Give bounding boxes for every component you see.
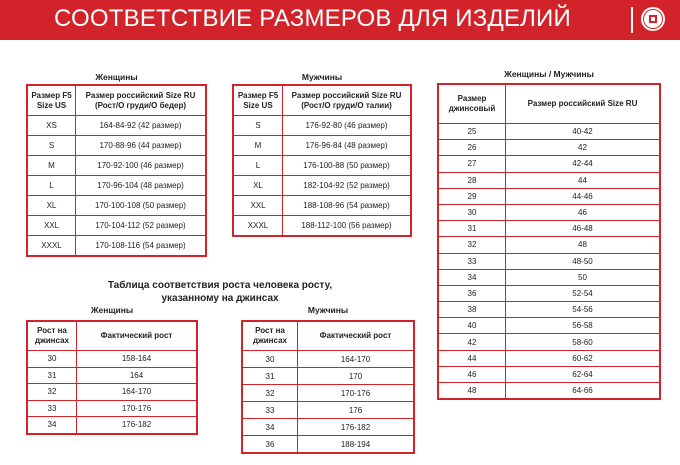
value-cell: 48: [506, 237, 661, 253]
value-cell: 170-108-116 (54 размер): [76, 236, 207, 257]
size-cell: 32: [27, 384, 77, 401]
table-row: [438, 124, 660, 140]
table-row: [438, 383, 660, 400]
table-row: [438, 366, 660, 382]
table-row: [438, 269, 660, 285]
size-cell: M: [233, 136, 283, 156]
size-cell: 33: [242, 402, 298, 419]
size-cell: S: [233, 116, 283, 136]
col-header: Рост на джинсах: [242, 321, 298, 351]
size-cell: 33: [438, 253, 506, 269]
col-header: Фактический рост: [298, 321, 415, 351]
size-cell: 31: [438, 221, 506, 237]
value-cell: 46: [506, 204, 661, 220]
size-cell: 30: [242, 351, 298, 368]
size-cell: XL: [233, 176, 283, 196]
size-cell: XXL: [27, 216, 76, 236]
value-cell: 164-84-92 (42 размер): [76, 116, 207, 136]
size-cell: 42: [438, 334, 506, 350]
table-row: [438, 318, 660, 334]
size-cell: 33: [27, 400, 77, 417]
unisex-jeans-table: [437, 83, 661, 400]
value-cell: 42: [506, 140, 661, 156]
size-cell: 27: [438, 156, 506, 172]
page-header: [0, 0, 680, 40]
table-row: [27, 196, 206, 216]
size-cell: 31: [242, 368, 298, 385]
value-cell: 176-96-84 (48 размер): [283, 136, 412, 156]
men-sizes-table: [232, 84, 412, 237]
size-cell: 34: [438, 269, 506, 285]
size-cell: 25: [438, 124, 506, 140]
value-cell: 170-88-96 (44 размер): [76, 136, 207, 156]
value-cell: 176-100-88 (50 размер): [283, 156, 412, 176]
table-row: [242, 351, 414, 368]
value-cell: 182-104-92 (52 размер): [283, 176, 412, 196]
value-cell: 164-170: [77, 384, 198, 401]
size-cell: XS: [27, 116, 76, 136]
value-cell: 176: [298, 402, 415, 419]
table-row: [27, 156, 206, 176]
table-row: [242, 402, 414, 419]
unisex-jeans-caption: Женщины / Мужчины: [504, 69, 594, 79]
col-header: Размер F5 Size US: [233, 85, 283, 116]
value-cell: 158-164: [77, 351, 198, 368]
table-row: [438, 221, 660, 237]
value-cell: 50: [506, 269, 661, 285]
size-cell: XL: [27, 196, 76, 216]
col-header: Размер российский Size RU: [506, 84, 661, 124]
size-cell: 34: [242, 419, 298, 436]
size-cell: M: [27, 156, 76, 176]
table-row: [233, 196, 411, 216]
size-cell: 29: [438, 188, 506, 204]
table-row: [438, 188, 660, 204]
value-cell: 188-108-96 (54 размер): [283, 196, 412, 216]
col-header: Рост на джинсах: [27, 321, 77, 351]
size-cell: L: [233, 156, 283, 176]
height-table-title: Таблица соответствия роста человека росту, указанному на джинсах: [107, 280, 333, 304]
table-row: [27, 384, 197, 401]
page-title: СООТВЕТСТВИЕ РАЗМЕРОВ ДЛЯ ИЗДЕЛИЙ: [54, 5, 571, 32]
value-cell: 170-176: [77, 400, 198, 417]
table-row: [27, 400, 197, 417]
size-cell: L: [27, 176, 76, 196]
table-row: [438, 253, 660, 269]
table-row: [233, 136, 411, 156]
size-cell: S: [27, 136, 76, 156]
col-header: Размер F5 Size US: [27, 85, 76, 116]
table-row: [27, 116, 206, 136]
value-cell: 40-42: [506, 124, 661, 140]
table-row: [438, 350, 660, 366]
table-row: [27, 136, 206, 156]
table-row: [233, 176, 411, 196]
table-row: [242, 385, 414, 402]
table-row: [27, 216, 206, 236]
table-row: [242, 368, 414, 385]
col-header: Фактический рост: [77, 321, 198, 351]
table-row: [438, 140, 660, 156]
table-row: [242, 436, 414, 454]
size-cell: 30: [27, 351, 77, 368]
value-cell: 46-48: [506, 221, 661, 237]
height-men-caption: Мужчины: [307, 305, 349, 315]
table-row: [438, 334, 660, 350]
size-cell: 48: [438, 383, 506, 400]
height-men-table: [241, 320, 415, 454]
value-cell: 58-60: [506, 334, 661, 350]
value-cell: 60-62: [506, 350, 661, 366]
value-cell: 44-46: [506, 188, 661, 204]
table-row: [438, 172, 660, 188]
women-sizes-caption: Женщины: [95, 72, 138, 82]
size-cell: 26: [438, 140, 506, 156]
value-cell: 42-44: [506, 156, 661, 172]
value-cell: 164-170: [298, 351, 415, 368]
size-cell: 30: [438, 204, 506, 220]
table-row: [27, 351, 197, 368]
header-divider: [631, 7, 633, 33]
value-cell: 170-92-100 (46 размер): [76, 156, 207, 176]
size-cell: XXXL: [27, 236, 76, 257]
size-cell: 40: [438, 318, 506, 334]
size-cell: 36: [242, 436, 298, 454]
value-cell: 64-66: [506, 383, 661, 400]
value-cell: 170: [298, 368, 415, 385]
value-cell: 176-182: [77, 417, 198, 434]
value-cell: 170-176: [298, 385, 415, 402]
size-cell: 32: [438, 237, 506, 253]
col-header: Размер российский Size RU (Рост/О груди/О бедер): [76, 85, 207, 116]
size-cell: 28: [438, 172, 506, 188]
value-cell: 56-58: [506, 318, 661, 334]
size-cell: 32: [242, 385, 298, 402]
table-row: [438, 285, 660, 301]
col-header: Размер джинсовый: [438, 84, 506, 124]
height-women-table: [26, 320, 198, 435]
table-row: [438, 204, 660, 220]
value-cell: 62-64: [506, 366, 661, 382]
size-cell: XXL: [233, 196, 283, 216]
table-row: [27, 236, 206, 257]
table-row: [233, 216, 411, 237]
size-cell: 34: [27, 417, 77, 434]
value-cell: 176-182: [298, 419, 415, 436]
value-cell: 170-100-108 (50 размер): [76, 196, 207, 216]
value-cell: 170-104-112 (52 размер): [76, 216, 207, 236]
size-cell: 36: [438, 285, 506, 301]
value-cell: 188-112-100 (56 размер): [283, 216, 412, 237]
men-sizes-caption: Мужчины: [301, 72, 343, 82]
table-row: [27, 367, 197, 384]
brand-emblem-icon: [640, 6, 666, 32]
value-cell: 170-96-104 (48 размер): [76, 176, 207, 196]
table-row: [438, 156, 660, 172]
value-cell: 52-54: [506, 285, 661, 301]
value-cell: 54-56: [506, 302, 661, 318]
table-row: [438, 237, 660, 253]
women-sizes-table: [26, 84, 207, 257]
value-cell: 164: [77, 367, 198, 384]
table-row: [242, 419, 414, 436]
table-row: [27, 417, 197, 434]
size-cell: 38: [438, 302, 506, 318]
value-cell: 48-50: [506, 253, 661, 269]
size-cell: 44: [438, 350, 506, 366]
value-cell: 188-194: [298, 436, 415, 454]
col-header: Размер российский Size RU (Рост/О груди/О талии): [283, 85, 412, 116]
value-cell: 44: [506, 172, 661, 188]
height-women-caption: Женщины: [90, 305, 134, 315]
value-cell: 176-92-80 (46 размер): [283, 116, 412, 136]
table-row: [233, 156, 411, 176]
table-row: [438, 302, 660, 318]
table-row: [27, 176, 206, 196]
size-cell: XXXL: [233, 216, 283, 237]
table-row: [233, 116, 411, 136]
size-cell: 46: [438, 366, 506, 382]
size-cell: 31: [27, 367, 77, 384]
